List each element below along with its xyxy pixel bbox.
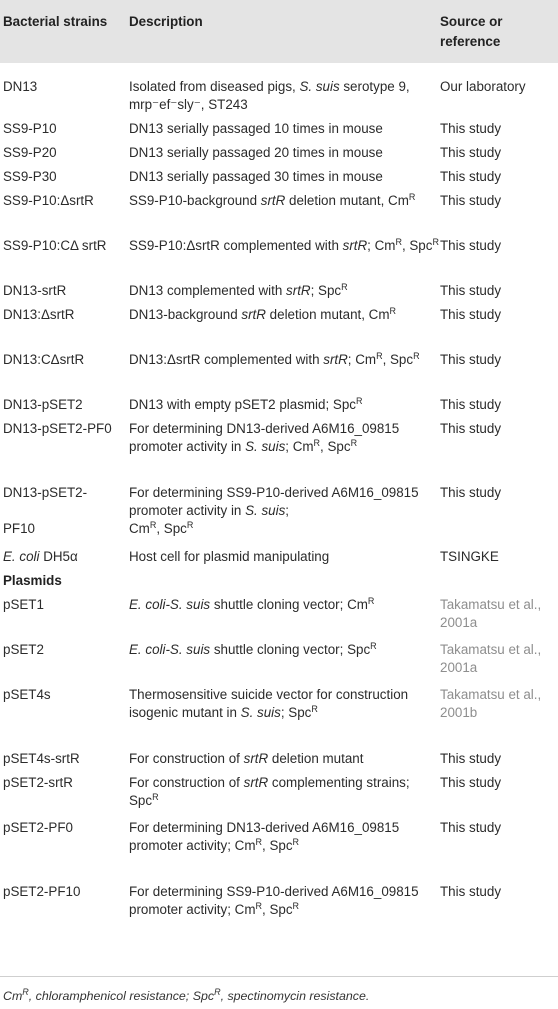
table-bottom-rule <box>0 976 558 977</box>
plasmid-description: For determining SS9-P10-derived A6M16_09815 promoter activity; $Cm^R$, Spc$^R$ <box>129 884 419 917</box>
strain-description: Isolated from diseased pigs, S. suis serotype 9, mrp⁻ef⁻sly⁻, ST243 <box>129 79 410 112</box>
plasmid-name: pSET2-PF0 <box>3 820 73 835</box>
strain-description: DN13 serially passaged 20 times in mouse <box>129 145 383 160</box>
strain-source: This study <box>440 307 502 322</box>
plasmid-source: This study <box>440 884 502 899</box>
strain-source: This study <box>440 169 502 184</box>
strain-description: DN13 with empty pSET2 plasmid; Spc$^R$ <box>129 396 363 412</box>
strain-description: Host cell for plasmid manipulating <box>129 549 330 564</box>
table-row <box>0 301 558 346</box>
table-row <box>0 591 558 636</box>
strain-description: SS9-P10:ΔsrtR complemented with srtR; $Cm^R$, Spc$^R$ <box>129 237 439 253</box>
table-row <box>0 63 558 115</box>
header-source: Source or reference <box>440 14 503 49</box>
table-row <box>0 543 558 567</box>
header-bacterial-strains: Bacterial strains <box>3 14 108 29</box>
plasmid-description: For construction of srtR complementing strains; Spc$^R$ <box>129 775 410 808</box>
table-row <box>0 415 558 479</box>
table-row <box>0 232 558 277</box>
strain-description: DN13-background srtR deletion mutant, $Cm^R$ <box>129 306 397 322</box>
strain-name: DN13:CΔsrtR <box>3 352 85 367</box>
plasmid-reference-link[interactable]: Takamatsu et al., 2001a <box>440 642 542 675</box>
table-row <box>0 769 558 814</box>
strain-source: Our laboratory <box>440 79 526 94</box>
strain-name: DN13 <box>3 79 38 94</box>
strain-description: DN13:ΔsrtR complemented with srtR; $Cm^R$, Spc$^R$ <box>129 351 420 367</box>
plasmid-source: This study <box>440 751 502 766</box>
table-row <box>0 878 558 942</box>
strain-source: This study <box>440 421 502 436</box>
plasmids-heading: Plasmids <box>3 573 62 588</box>
plasmid-name: pSET1 <box>3 597 44 612</box>
strain-name: DN13-pSET2- PF10 <box>3 485 88 536</box>
strain-source: This study <box>440 283 502 298</box>
plasmid-description: For construction of srtR deletion mutant <box>129 751 364 766</box>
strain-name: DN13-srtR <box>3 283 67 298</box>
strain-description: DN13 serially passaged 30 times in mouse <box>129 169 383 184</box>
plasmid-reference-link[interactable]: Takamatsu et al., 2001b <box>440 687 542 720</box>
header-description: Description <box>129 14 203 29</box>
plasmid-reference-link[interactable]: Takamatsu et al., 2001a <box>440 597 542 630</box>
strain-name: SS9-P10 <box>3 121 57 136</box>
plasmid-source: This study <box>440 820 502 835</box>
table-row <box>0 163 558 187</box>
table-footnote: $Cm^R$, chloramphenicol resistance; Spc$^R$, spectinomycin resistance. <box>3 987 370 1003</box>
strain-description: DN13 complemented with srtR; Spc$^R$ <box>129 282 348 298</box>
plasmid-name: pSET2-PF10 <box>3 884 81 899</box>
strain-name: DN13-pSET2-PF0 <box>3 421 112 436</box>
strain-name: SS9-P20 <box>3 145 57 160</box>
table-row <box>0 814 558 878</box>
plasmid-description: For determining DN13-derived A6M16_09815 promoter activity; $Cm^R$, Spc$^R$ <box>129 820 400 853</box>
strain-name: SS9-P30 <box>3 169 57 184</box>
plasmid-name: pSET2 <box>3 642 44 657</box>
plasmid-description: E. coli-S. suis shuttle cloning vector; Spc$^R$ <box>129 641 377 657</box>
strain-description: For determining SS9-P10-derived A6M16_09815 promoter activity in S. suis; $Cm^R$, Spc$^R$ <box>129 485 419 536</box>
strain-description: DN13 serially passaged 10 times in mouse <box>129 121 383 136</box>
strain-source: This study <box>440 145 502 160</box>
table-row <box>0 636 558 681</box>
plasmids-section-row <box>0 567 558 591</box>
table-row <box>0 479 558 543</box>
plasmid-name: pSET2-srtR <box>3 775 73 790</box>
strain-name: DN13:ΔsrtR <box>3 307 75 322</box>
table-row <box>0 277 558 301</box>
plasmid-description: Thermosensitive suicide vector for construction isogenic mutant in S. suis; Spc$^R$ <box>129 687 409 720</box>
strain-source: TSINGKE <box>440 549 499 564</box>
strain-source: This study <box>440 397 502 412</box>
plasmid-name: pSET4s-srtR <box>3 751 80 766</box>
table-row <box>0 115 558 139</box>
table-row <box>0 187 558 232</box>
table-row <box>0 745 558 769</box>
table-row <box>0 681 558 745</box>
strain-description: SS9-P10-background srtR deletion mutant, $Cm^R$ <box>129 192 416 208</box>
strain-name: SS9-P10:ΔsrtR <box>3 193 94 208</box>
strain-source: This study <box>440 193 502 208</box>
plasmid-source: This study <box>440 775 502 790</box>
plasmid-name: pSET4s <box>3 687 51 702</box>
strain-name: E. coli DH5α <box>3 549 78 564</box>
table-header-row <box>0 0 558 63</box>
table-row <box>0 139 558 163</box>
table-row <box>0 391 558 415</box>
table-row <box>0 346 558 391</box>
strain-description: For determining DN13-derived A6M16_09815 promoter activity in S. suis; $Cm^R$, Spc$^R$ <box>129 421 400 454</box>
strain-source: This study <box>440 485 502 500</box>
strain-name: DN13-pSET2 <box>3 397 83 412</box>
plasmid-description: E. coli-S. suis shuttle cloning vector; $Cm^R$ <box>129 596 375 612</box>
strain-source: This study <box>440 238 502 253</box>
strain-source: This study <box>440 121 502 136</box>
strain-name: SS9-P10:CΔ srtR <box>3 238 107 253</box>
strain-source: This study <box>440 352 502 367</box>
